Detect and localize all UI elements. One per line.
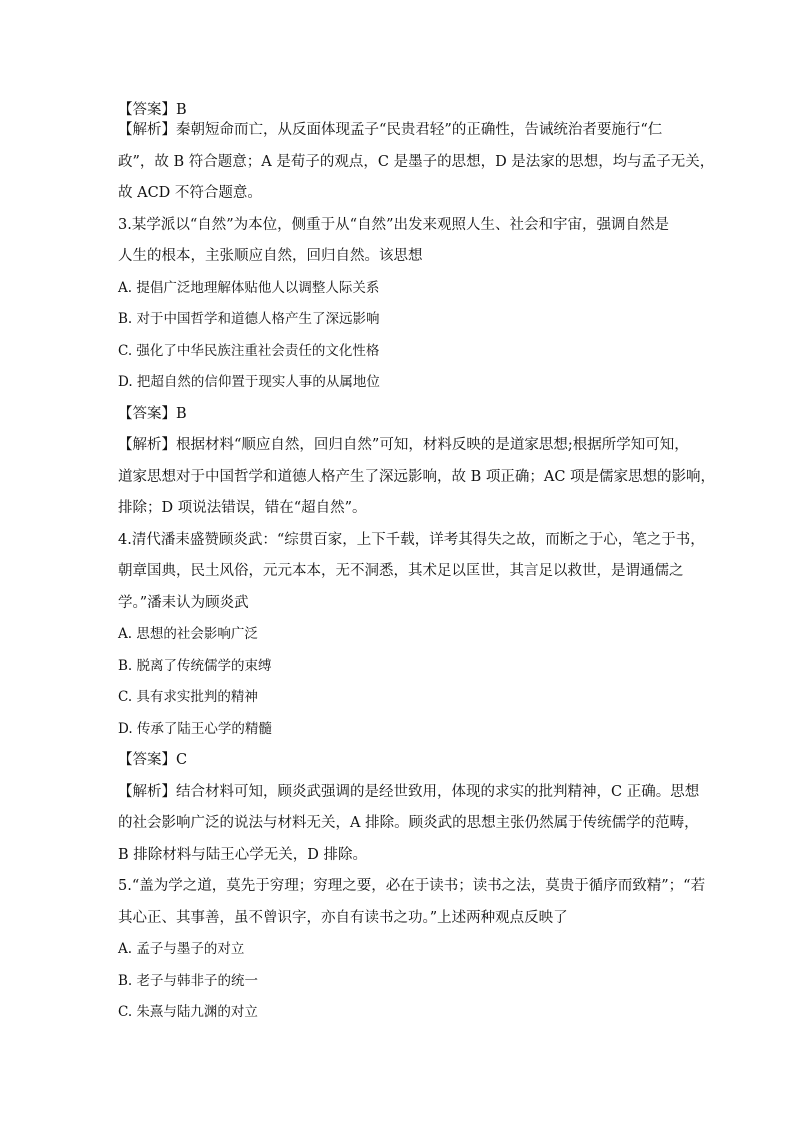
answer-value: B [176, 102, 187, 118]
answer-line [118, 100, 678, 120]
question-line: 5.“盖为学之道，莫先于穷理；穷理之要，必在于读书；读书之法，莫贵于循序而致精”；“若 [118, 878, 706, 894]
option-d: D. 传承了陆王心学的精髓 [118, 720, 272, 737]
option-a: A. 思想的社会影响广泛 [118, 626, 258, 642]
question-5 [118, 876, 706, 928]
question-line: 学。”潘耒认为顾炎武 [118, 594, 249, 611]
answer-label: 【答案】 [118, 405, 176, 422]
answer-line [118, 750, 678, 770]
analysis-line: 故 ACD 不符合题意。 [118, 185, 262, 201]
analysis-paragraph [118, 120, 715, 203]
question-line: 3.某学派以“自然”为本位，侧重于从“自然”出发来观照人生、社会和宇宙，强调自然是 [118, 216, 669, 233]
answer-line [118, 404, 678, 424]
option-a: A. 孟子与墨子的对立 [118, 941, 245, 957]
analysis-line: 【解析】结合材料可知，顾炎武强调的是经世致用，体现的求实的批判精神，C 正确。思想 [118, 783, 700, 800]
option-d: D. 把超自然的信仰置于现实人事的从属地位 [118, 374, 380, 390]
analysis-line: 【解析】根据材料“顺应自然，回归自然”可知，材料反映的是道家思想;根据所学知可知， [118, 437, 689, 453]
answer-value: C [176, 752, 188, 768]
question-line: 其心正、其事善，虽不曾识字，亦自有读书之功。”上述两种观点反映了 [118, 909, 568, 926]
question-line: 人生的根本，主张顺应自然，回归自然。该思想 [118, 248, 423, 264]
question-3 [118, 215, 678, 267]
analysis-line: 道家思想对于中国哲学和道德人格产生了深远影响，故 B 项正确；AC 项是儒家思想的影响， [118, 468, 716, 485]
document-page [118, 100, 716, 1034]
analysis-paragraph [118, 435, 716, 518]
option-c: C. 强化了中华民族注重社会责任的文化性格 [118, 342, 380, 359]
answer-label: 【答案】 [118, 752, 176, 768]
option-a: A. 提倡广泛地理解体贴他人以调整人际关系 [118, 279, 380, 296]
analysis-line: 【解析】秦朝短命而亡，从反面体现孟子“民贵君轻”的正确性，告诫统治者要施行“仁 [118, 122, 663, 138]
answer-value: B [176, 405, 187, 422]
question-line: 4.清代潘耒盛赞顾炎武：“综贯百家，上下千载，详考其得失之故，而断之于心，笔之于书， [118, 531, 705, 548]
option-b: B. 对于中国哲学和道德人格产生了深远影响 [118, 311, 380, 327]
analysis-paragraph [118, 782, 700, 865]
option-b: B. 脱离了传统儒学的束缚 [118, 657, 272, 674]
question-4 [118, 530, 705, 613]
answer-label: 【答案】 [118, 102, 176, 118]
analysis-line: B 排除材料与陆王心学无关，D 排除。 [118, 846, 367, 863]
option-c: C. 具有求实批判的精神 [118, 689, 258, 705]
analysis-line: 政”，故 B 符合题意；A 是荀子的观点，C 是墨子的思想，D 是法家的思想，均与孟子无关， [118, 153, 715, 170]
analysis-line: 排除；D 项说法错误，错在“超自然”。 [118, 500, 367, 516]
option-b: B. 老子与韩非子的统一 [118, 972, 259, 989]
analysis-line: 的社会影响广泛的说法与材料无关，A 排除。顾炎武的思想主张仍然属于传统儒学的范畴， [118, 815, 699, 831]
option-c: C. 朱熹与陆九渊的对立 [118, 1004, 258, 1020]
question-line: 朝章国典，民土风俗，元元本本，无不洞悉，其术足以匡世，其言足以救世，是谓通儒之 [118, 563, 684, 579]
